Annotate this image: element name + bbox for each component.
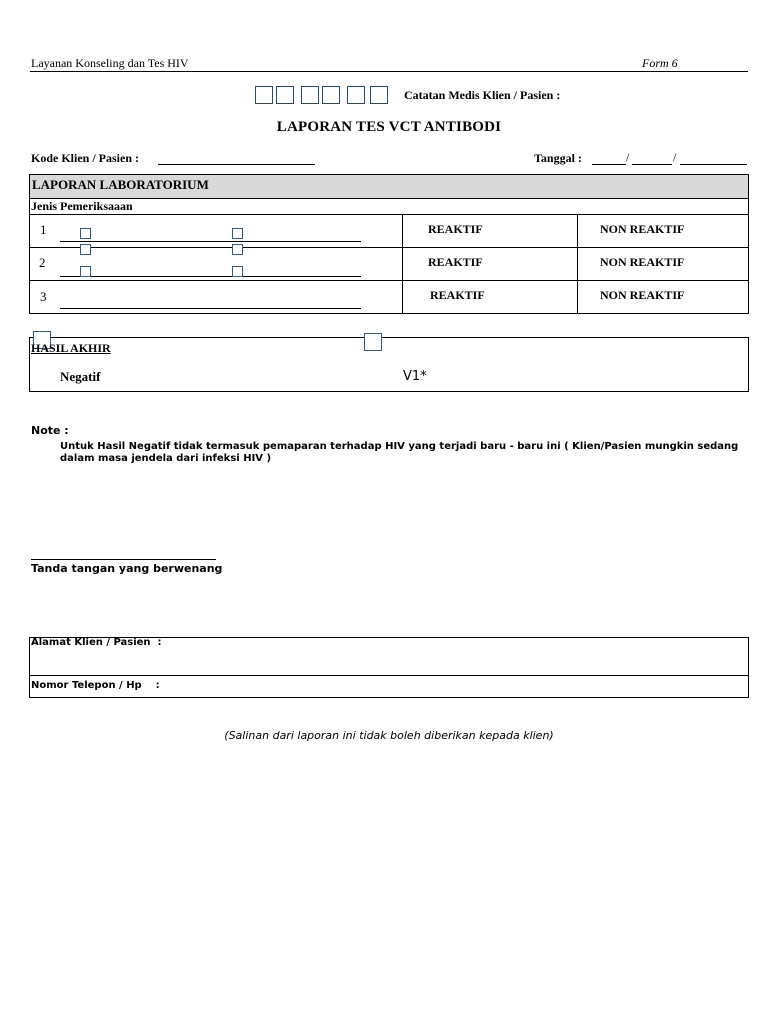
exam-type-label: Jenis Pemeriksaaan	[31, 199, 133, 213]
form-label: Form 6	[642, 56, 678, 70]
client-code-field[interactable]	[158, 164, 315, 165]
date-label: Tanggal :	[534, 151, 582, 165]
non-reactive-option[interactable]: NON REAKTIF	[600, 255, 685, 269]
lab-header-label: LAPORAN LABORATORIUM	[32, 177, 209, 192]
client-code-label: Kode Klien / Pasien :	[31, 151, 139, 165]
reactive-option[interactable]: REAKTIF	[428, 255, 483, 269]
lab-divider	[577, 214, 578, 314]
test-row-number: 2	[39, 255, 46, 270]
header-divider	[30, 71, 748, 72]
client-address-field[interactable]: Alamat Klien / Pasien :	[31, 637, 162, 648]
lab-divider	[402, 214, 403, 314]
test-row-number: 1	[40, 222, 47, 237]
reactive-option[interactable]: REAKTIF	[428, 222, 483, 236]
date-year-field[interactable]	[680, 164, 747, 165]
note-label: Note :	[31, 424, 69, 437]
reactive-checkbox[interactable]	[80, 244, 91, 255]
record-box-2[interactable]	[276, 86, 294, 104]
signature-line[interactable]	[31, 559, 216, 560]
final-result-box	[29, 337, 749, 392]
date-day-field[interactable]	[592, 164, 626, 165]
test-name-field[interactable]	[60, 241, 361, 242]
date-separator: /	[673, 150, 677, 164]
record-box-5[interactable]	[347, 86, 365, 104]
record-box-6[interactable]	[370, 86, 388, 104]
test-name-field[interactable]	[60, 276, 361, 277]
report-title: LAPORAN TES VCT ANTIBODI	[276, 119, 502, 135]
date-month-field[interactable]	[632, 164, 672, 165]
note-text: dalam masa jendela dari infeksi HIV )	[60, 453, 272, 464]
negative-label: Negatif	[60, 369, 101, 384]
final-result-label: HASIL AKHIR	[31, 341, 111, 355]
record-box-3[interactable]	[301, 86, 319, 104]
reactive-checkbox[interactable]	[80, 228, 91, 239]
header-title: Layanan Konseling dan Tes HIV	[31, 56, 189, 70]
lab-divider	[29, 198, 749, 199]
record-box-4[interactable]	[322, 86, 340, 104]
lab-divider	[29, 214, 749, 215]
client-phone-field[interactable]: Nomor Telepon / Hp :	[31, 680, 160, 691]
test-row-number: 3	[40, 289, 47, 304]
lab-divider	[29, 280, 749, 281]
note-text: Untuk Hasil Negatif tidak termasuk pemaparan terhadap HIV yang terjadi baru - baru ini ( Klien/Pasien mungkin sedang	[60, 441, 739, 452]
date-separator: /	[626, 150, 630, 164]
footer-note: (Salinan dari laporan ini tidak boleh diberikan kepada klien)	[224, 729, 554, 742]
code-checkbox[interactable]	[364, 333, 382, 351]
non-reactive-option[interactable]: NON REAKTIF	[600, 222, 685, 236]
client-info-divider	[29, 675, 749, 676]
test-name-field[interactable]	[60, 308, 361, 309]
non-reactive-checkbox[interactable]	[232, 266, 243, 277]
record-box-1[interactable]	[255, 86, 273, 104]
non-reactive-option[interactable]: NON REAKTIF	[600, 288, 685, 302]
non-reactive-checkbox[interactable]	[232, 228, 243, 239]
reactive-checkbox[interactable]	[80, 266, 91, 277]
reactive-option[interactable]: REAKTIF	[430, 288, 485, 302]
signature-label: Tanda tangan yang berwenang	[31, 562, 223, 575]
result-code: V1*	[403, 369, 427, 384]
record-label: Catatan Medis Klien / Pasien :	[404, 88, 561, 102]
lab-divider	[29, 247, 749, 248]
non-reactive-checkbox[interactable]	[232, 244, 243, 255]
